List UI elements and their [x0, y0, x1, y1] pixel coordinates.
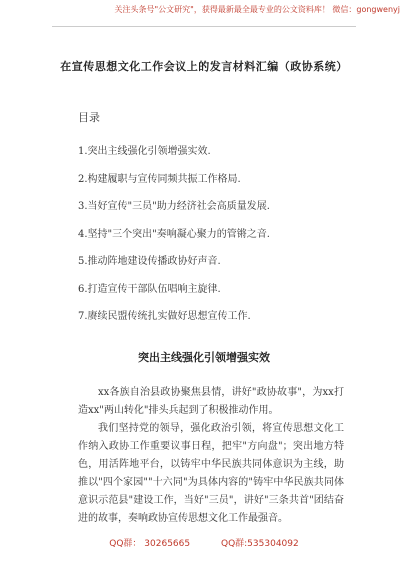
- header-banner: 关注头条号"公文研究"，获得最新最全最专业的公文资料库！ 微信：gongwenyj: [114, 5, 400, 14]
- body-paragraph-1: xx各族自治县政协聚焦县情，讲好"政协故事"，为xx打造xx"两山转化"排头兵起到了积极推动作用。: [78, 387, 344, 416]
- table-of-contents: [78, 138, 270, 331]
- toc-item-6: 6.打造宣传干部队伍唱响主旋律.: [78, 283, 221, 295]
- footer-contact: [0, 536, 408, 549]
- section-title: 突出主线强化引领增强实效: [138, 351, 270, 364]
- toc-item-7: 7.赓续民盟传统扎实做好思想宣传工作.: [78, 311, 251, 322]
- footer-qq-group-1: QQ群： 30265665: [109, 539, 191, 549]
- toc-item-3: 3.当好宣传"三员"助力经济社会高质量发展.: [78, 201, 270, 212]
- body-paragraph-2: 我们坚持党的领导，强化政治引领，将宣传思想文化工作纳入政协工作重要议事日程，把牢"方向盘"；突出地方特色，用活阵地平台，以铸牢中华民族共同体意识为主线，助推以"四个家园""十六同"为具体内容的"铸牢中华民族共同体意识示范县"建设工作，当好"三员"，讲好"三条共首"团结奋进的故事，奏响政协宣传思想文化工作最强音。: [78, 423, 344, 524]
- toc-item-5: 5.推动阵地建设传播政协好声音.: [78, 256, 221, 267]
- toc-item-2: 2.构建履职与宣传同频共振工作格局.: [78, 173, 241, 185]
- toc-item-1: 1.突出主线强化引领增强实效.: [78, 146, 211, 157]
- toc-item-4: 4.坚持"三个突出"奏响凝心聚力的管锵之音.: [78, 228, 270, 240]
- toc-heading: 目录: [78, 111, 100, 124]
- header-divider: [52, 26, 356, 27]
- document-title: 在宣传思想文化工作会议上的发言材料汇编（政协系统）: [60, 60, 348, 73]
- footer-qq-group-2: QQ群:535304092: [220, 539, 299, 549]
